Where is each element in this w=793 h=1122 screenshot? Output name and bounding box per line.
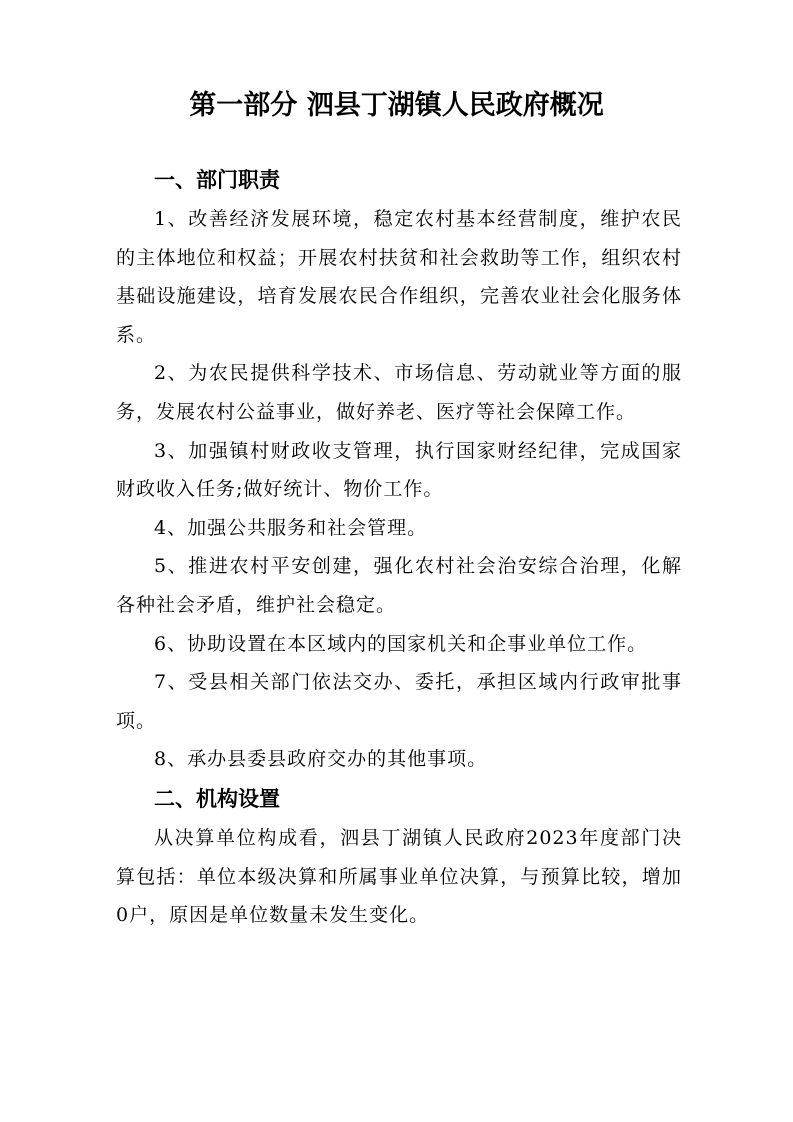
duty-paragraph-6: 6、协助设置在本区域内的国家机关和企事业单位工作。 [154,632,648,655]
duty-paragraph-8: 8、承办县委县政府交办的其他事项。 [154,748,488,771]
section-organization [116,779,682,935]
duty-paragraph-4: 4、加强公共服务和社会管理。 [154,516,428,539]
duty-paragraph-3: 3、加强镇村财政收支管理，执行国家财经纪律，完成国家财政收入任务;做好统计、物价工作。 [116,439,682,501]
organization-paragraph: 从决算单位构成看，泗县丁湖镇人民政府2023年度部门决算包括：单位本级决算和所属事业单位决算，与预算比较，增加0户，原因是单位数量未发生变化。 [116,826,682,927]
duty-paragraph-1: 1、改善经济发展环境，稳定农村基本经营制度，维护农民的主体地位和权益；开展农村扶贫和社会救助等工作，组织农村基础设施建设，培育发展农民合作组织，完善农业社会化服务体系。 [116,208,682,346]
duty-paragraph-7: 7、受县相关部门依法交办、委托，承担区域内行政审批事项。 [116,671,682,732]
duty-paragraph-5: 5、推进农村平安创建，强化农村社会治安综合治理，化解各种社会矛盾，维护社会稳定。 [116,555,682,616]
section-department-duties [116,160,682,779]
document-title: 第一部分 泗县丁湖镇人民政府概况 [189,90,604,121]
duty-paragraph-2: 2、为农民提供科学技术、市场信息、劳动就业等方面的服务，发展农村公益事业，做好养老、医疗等社会保障工作。 [116,362,682,423]
document-body [116,160,682,935]
section-heading: 二、机构设置 [154,786,280,811]
section-heading: 一、部门职责 [154,168,280,192]
